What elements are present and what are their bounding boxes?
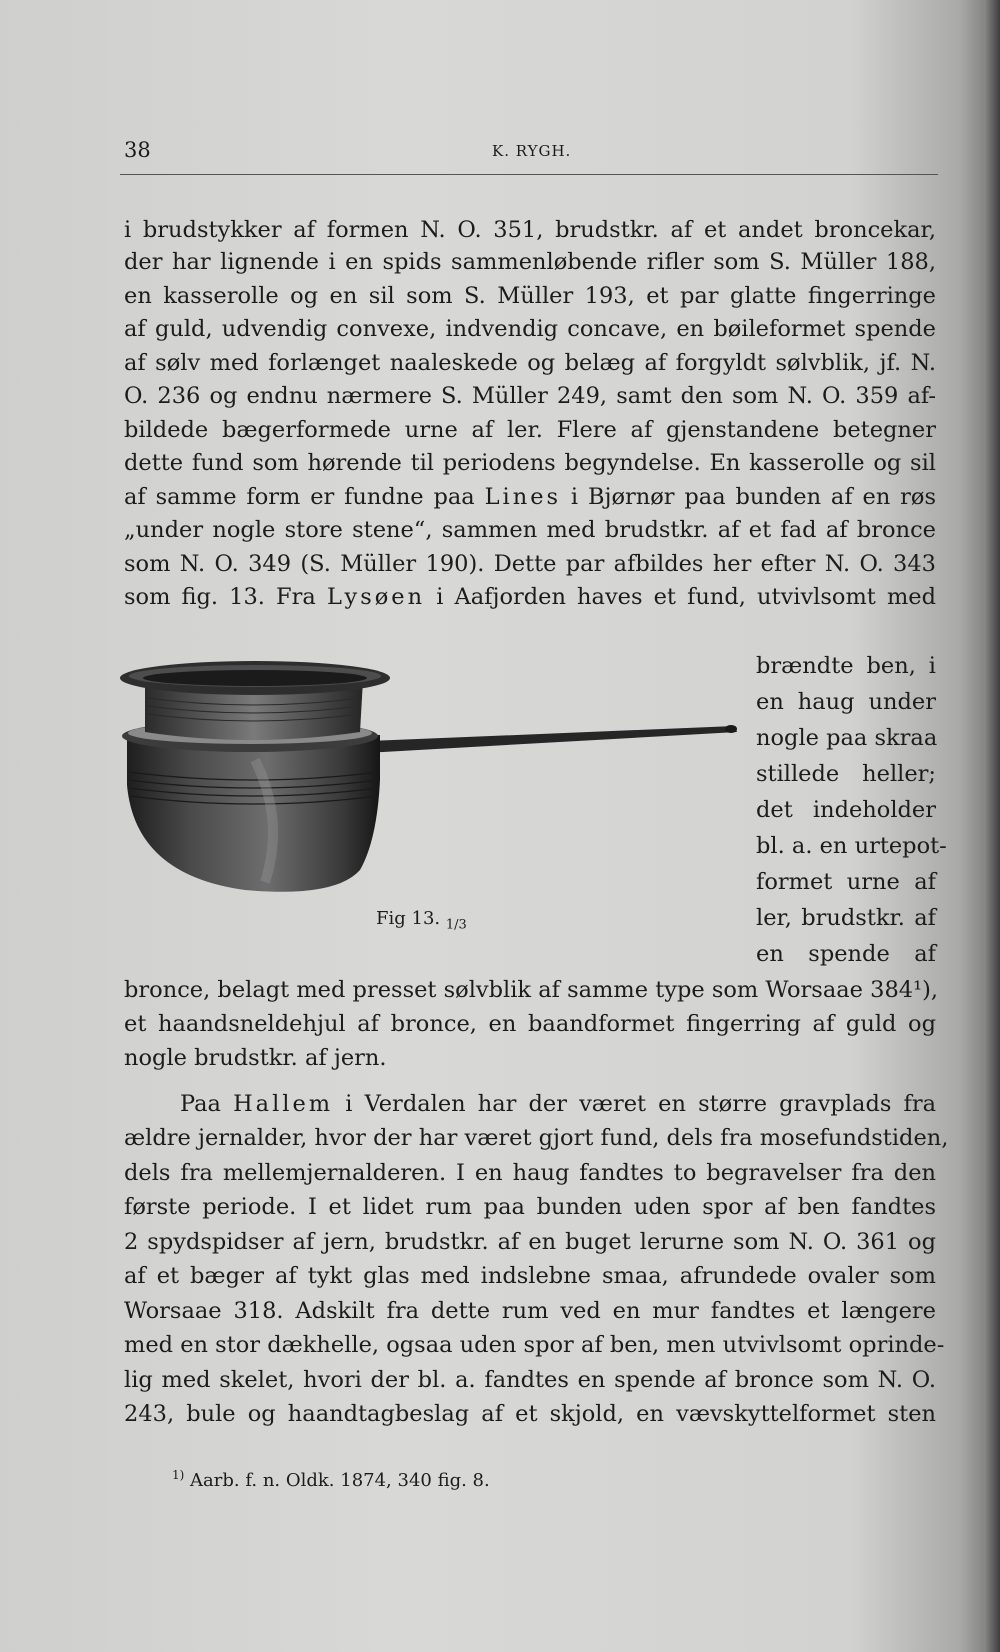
text-line: af samme form er fundne paa Lines i Bjørnør paa bunden af en røs <box>124 484 937 510</box>
page-number: 38 <box>124 138 151 162</box>
wrap-line: det indeholder <box>756 797 936 823</box>
text-line: der har lignende i en spids sammenløbende rifler som S. Müller 188, <box>124 249 936 275</box>
text-line: Worsaae 318. Adskilt fra dette rum ved en mur fandtes et længere <box>124 1298 936 1324</box>
text-line: bildede bægerformede urne af ler. Flere af gjenstandene betegner <box>124 417 936 443</box>
text-line: lig med skelet, hvori der bl. a. fandtes en spende af bronce som N. O. <box>124 1367 936 1393</box>
text-line: 243, bule og haandtagbeslag af et skjold, en vævskyttelformet sten <box>124 1401 936 1427</box>
text-line: af guld, udvendig convexe, indvendig concave, en bøileformet spende <box>124 316 936 342</box>
place-name: Lines <box>484 484 562 510</box>
wrap-line: formet urne af <box>756 869 936 895</box>
wrap-line: bl. a. en urtepot- <box>756 833 947 859</box>
wrap-line: nogle paa skraa <box>756 725 938 751</box>
text-line: O. 236 og endnu nærmere S. Müller 249, samt den som N. O. 359 af- <box>124 383 936 409</box>
text-line: et haandsneldehjul af bronce, en baandformet fingerring af guld og <box>124 1011 936 1037</box>
text-line: bronce, belagt med presset sølvblik af samme type som Worsaae 384¹), <box>124 977 939 1003</box>
text-line: ældre jernalder, hvor der har været gjort fund, dels fra mosefundstiden, <box>124 1125 949 1151</box>
wrap-line: stillede heller; <box>756 761 936 787</box>
figure-caption: Fig 13. $_{1/3}$ <box>376 908 467 933</box>
text-line: af et bæger af tykt glas med indslebne smaa, afrundede ovaler som <box>124 1263 936 1289</box>
text-line: „under nogle store stene“, sammen med brudstkr. af et fad af bronce <box>124 517 936 543</box>
page-header <box>120 138 938 175</box>
text-line: som fig. 13. Fra Lysøen i Aafjorden haves et fund, utvivlsomt med <box>124 584 936 610</box>
text-line: dels fra mellemjernalderen. I en haug fandtes to begravelser fra den <box>124 1160 936 1186</box>
bronze-saucepan-illustration <box>115 660 745 905</box>
text-line: nogle brudstkr. af jern. <box>124 1045 387 1071</box>
wrap-line: en spende af <box>756 941 936 967</box>
text-line: 2 spydspidser af jern, brudstkr. af en buget lerurne som N. O. 361 og <box>124 1229 936 1255</box>
figure-scale: 1/3 <box>445 917 467 933</box>
running-head: K. RYGH. <box>492 142 572 160</box>
text-line: med en stor dækhelle, ogsaa uden spor af ben, men utvivlsomt oprinde- <box>124 1332 945 1358</box>
place-name: Hallem <box>233 1091 334 1117</box>
wrap-line: brændte ben, i <box>756 653 936 679</box>
book-spine-shadow <box>984 0 1000 1652</box>
text-line: Paa Hallem i Verdalen har der været en større gravplads fra <box>180 1091 936 1117</box>
place-name: Lysøen <box>326 584 426 610</box>
text-line: som N. O. 349 (S. Müller 190). Dette par afbildes her efter N. O. 343 <box>124 551 936 577</box>
wrap-line: en haug under <box>756 689 936 715</box>
text-line: i brudstykker af formen N. O. 351, brudstkr. af et andet broncekar, <box>124 217 936 243</box>
text-line: dette fund som hørende til periodens begyndelse. En kasserolle og sil <box>124 450 936 476</box>
text-line: af sølv med forlænget naaleskede og belæg af forgyldt sølvblik, jf. N. <box>124 350 936 376</box>
text-line: en kasserolle og en sil som S. Müller 193, et par glatte fingerringe <box>124 283 936 309</box>
footnote: $^{1)}$ Aarb. f. n. Oldk. 1874, 340 fig. 8. <box>172 1468 490 1491</box>
figure-13 <box>115 660 745 905</box>
text-line: første periode. I et lidet rum paa bunden uden spor af ben fandtes <box>124 1194 936 1220</box>
wrap-line: ler, brudstkr. af <box>756 905 936 931</box>
